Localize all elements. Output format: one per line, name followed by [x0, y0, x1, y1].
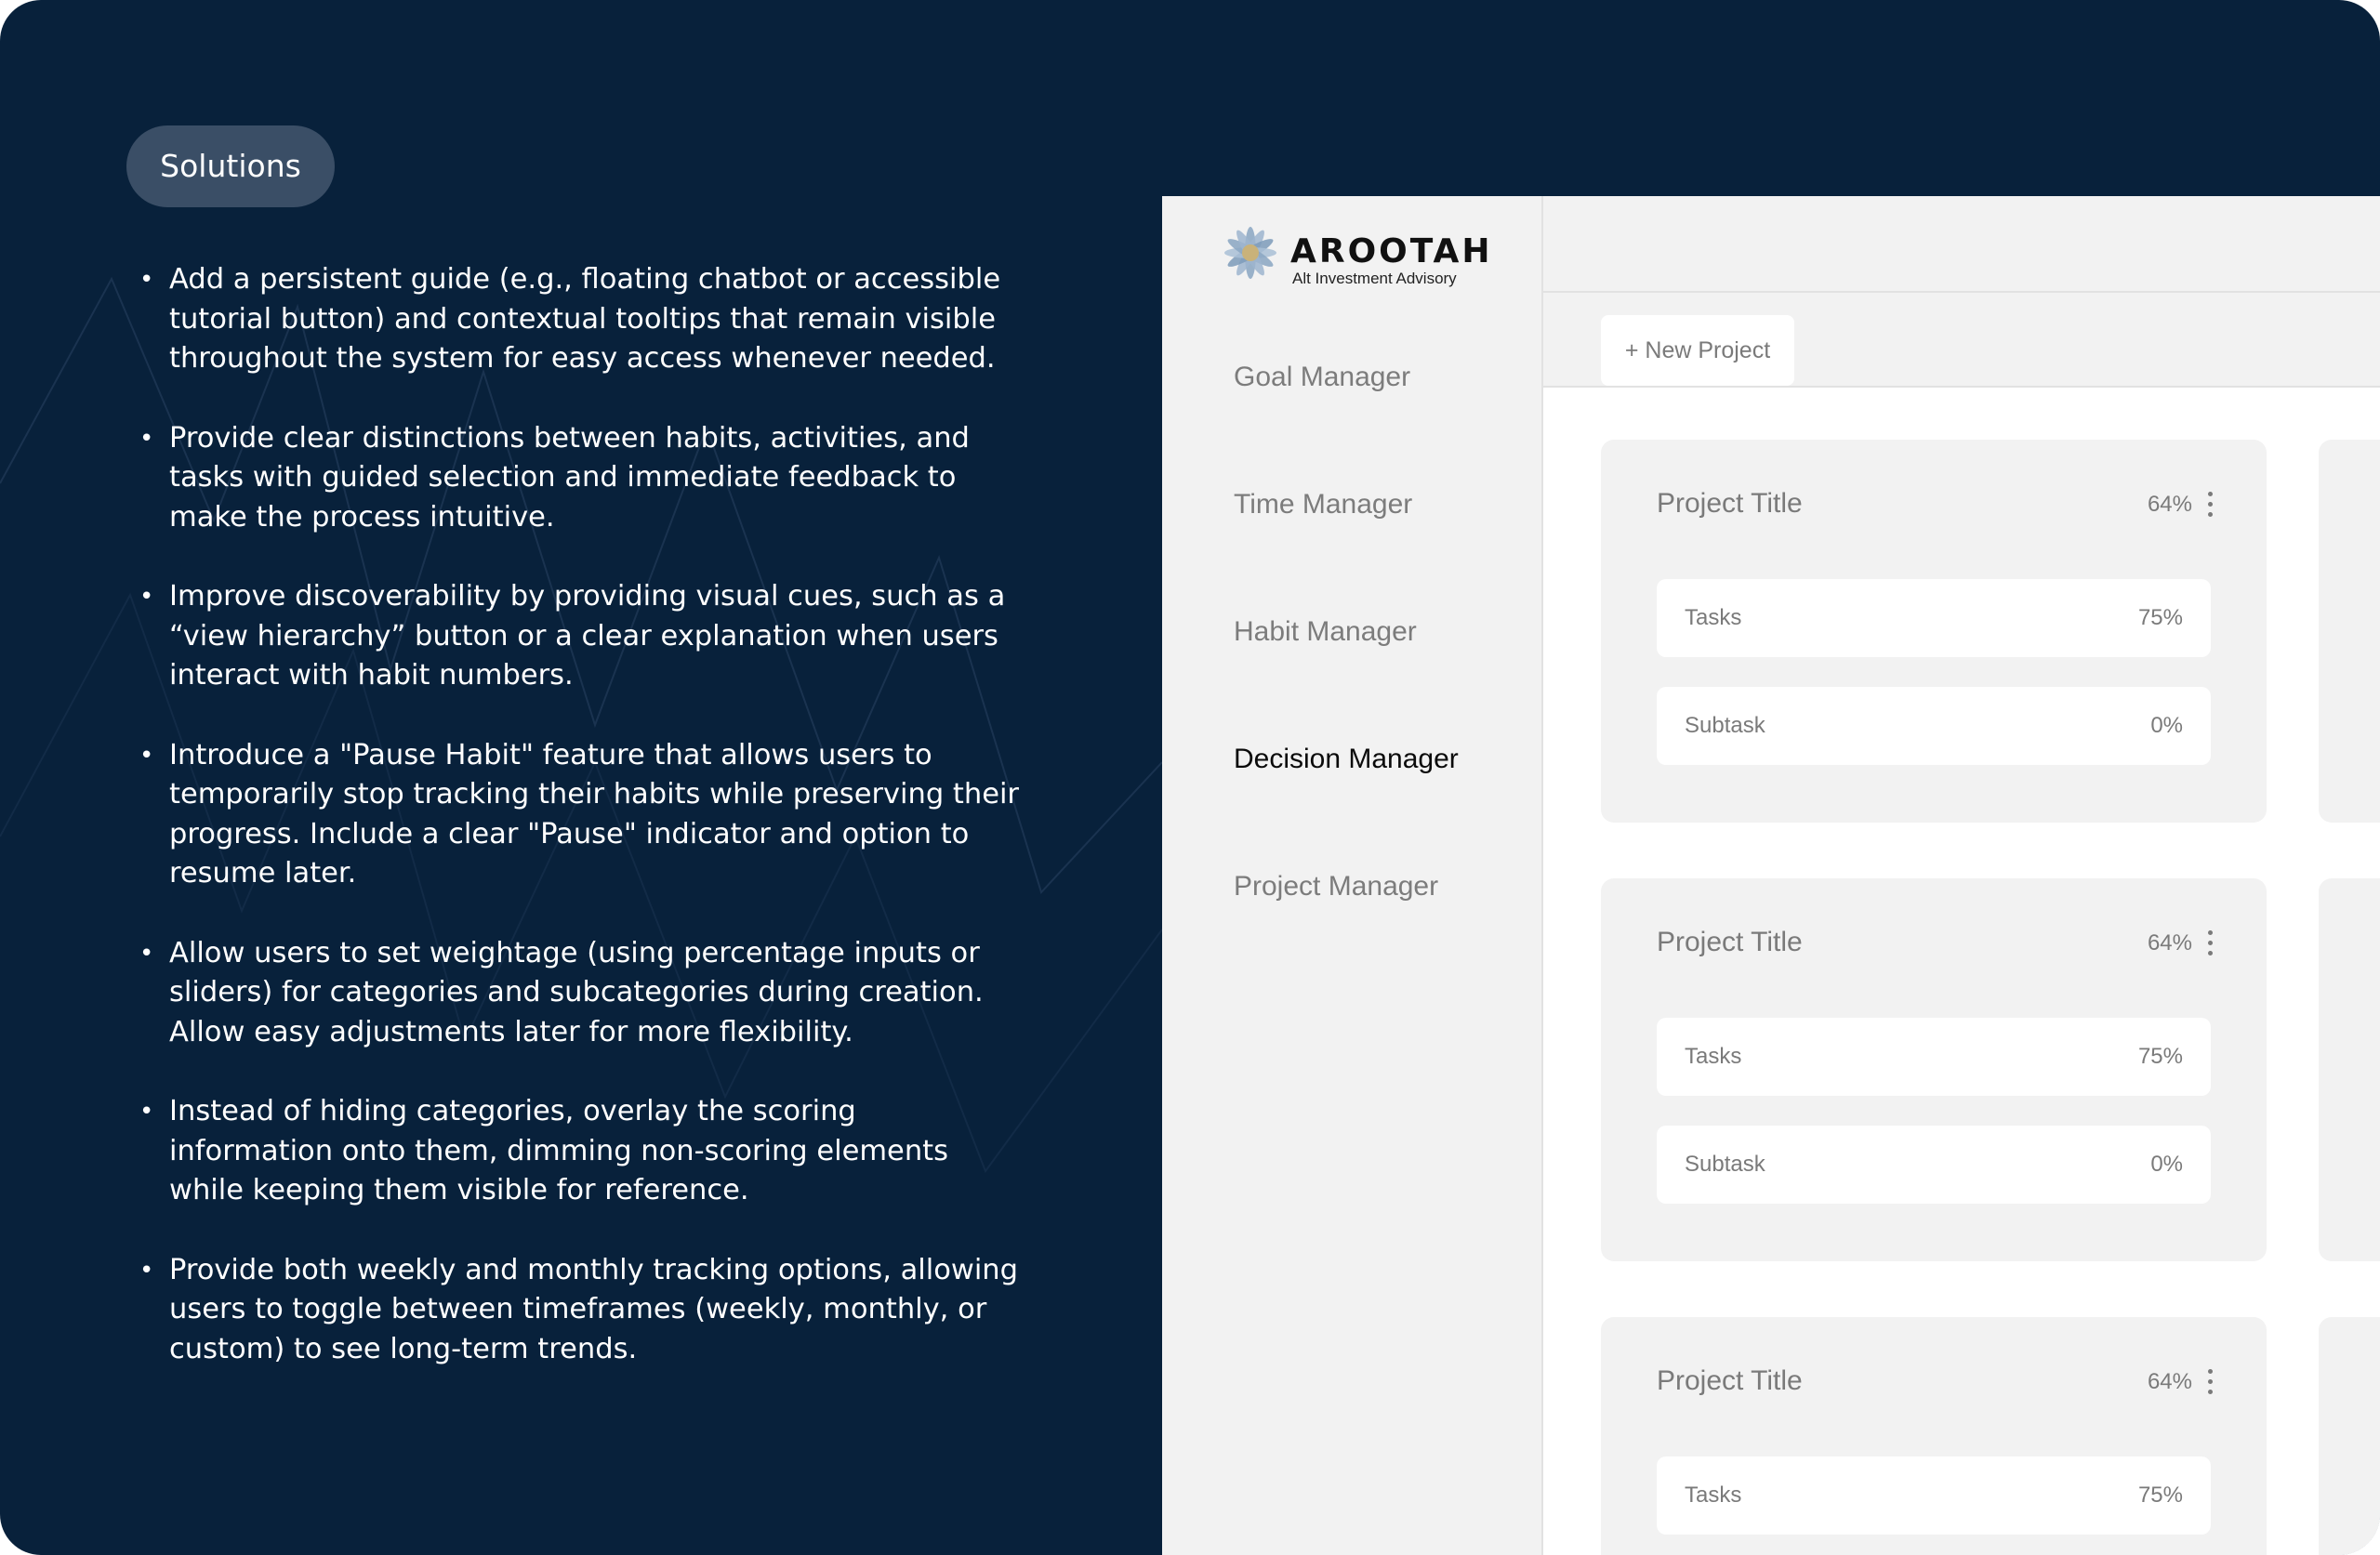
- list-item: • Instead of hiding categories, overlay the scoring information onto them, dimming non-scoring elements while keeping them visible for reference.: [139, 1095, 949, 1206]
- project-title: Project Title: [1657, 927, 1803, 957]
- sidebar-item-goal-manager[interactable]: Goal Manager: [1234, 362, 1411, 392]
- row-percent: 0%: [2150, 713, 2183, 738]
- row-label: Subtask: [1685, 713, 1765, 738]
- row-label: Tasks: [1685, 605, 1742, 630]
- more-options-icon[interactable]: [2205, 492, 2215, 523]
- sidebar: [1162, 196, 1543, 1555]
- project-percent: 64%: [2147, 492, 2192, 517]
- row-percent: 75%: [2137, 605, 2183, 630]
- project-title: Project Title: [1657, 1365, 1803, 1396]
- new-project-button[interactable]: + New Project: [1601, 315, 1794, 386]
- task-row[interactable]: [1657, 579, 2211, 657]
- row-label: Subtask: [1685, 1152, 1765, 1177]
- project-list: [1543, 388, 2380, 1555]
- list-item: • Improve discoverability by providing visual cues, such as a “view hierarchy” button or a clear explanation when users interact with habit numbers.: [139, 580, 1006, 692]
- project-card-partial[interactable]: [2319, 878, 2380, 1261]
- project-card[interactable]: [1601, 878, 2267, 1261]
- project-percent: 64%: [2147, 1369, 2192, 1394]
- row-percent: 75%: [2137, 1044, 2183, 1069]
- toolbar: [1543, 293, 2380, 388]
- sidebar-item-decision-manager[interactable]: Decision Manager: [1234, 744, 1459, 774]
- sidebar-item-project-manager[interactable]: Project Manager: [1234, 871, 1439, 902]
- subtask-row[interactable]: [1657, 1126, 2211, 1204]
- brand-logo[interactable]: [1220, 222, 1499, 287]
- flower-logo-icon: [1220, 222, 1281, 283]
- sidebar-item-habit-manager[interactable]: Habit Manager: [1234, 616, 1417, 647]
- project-card[interactable]: [1601, 440, 2267, 823]
- solutions-list: [132, 260, 1025, 1409]
- list-item: • Introduce a "Pause Habit" feature that allows users to temporarily stop tracking their habits while preserving their progress. Include a clear "Pause" indicator and option to resume later.: [139, 738, 1019, 890]
- more-options-icon[interactable]: [2205, 1369, 2215, 1401]
- more-options-icon[interactable]: [2205, 930, 2215, 962]
- task-row[interactable]: [1657, 1456, 2211, 1535]
- row-label: Tasks: [1685, 1044, 1742, 1069]
- list-item: • Provide both weekly and monthly tracking options, allowing users to toggle between timeframes (weekly, monthly, or custom) to see long-term trends.: [139, 1253, 1018, 1365]
- project-card[interactable]: [1601, 1317, 2267, 1555]
- sidebar-item-time-manager[interactable]: Time Manager: [1234, 489, 1413, 520]
- task-row[interactable]: [1657, 1018, 2211, 1096]
- brand-name: AROOTAH: [1290, 232, 1493, 270]
- row-percent: 75%: [2137, 1483, 2183, 1508]
- list-item: • Provide clear distinctions between habits, activities, and tasks with guided selection and immediate feedback to make the process intuitive.: [139, 421, 970, 534]
- list-item: • Allow users to set weightage (using percentage inputs or sliders) for categories and subcategories during creation. Allow easy adjustments later for more flexibility.: [139, 936, 984, 1048]
- row-label: Tasks: [1685, 1483, 1742, 1508]
- brand-tagline: Alt Investment Advisory: [1292, 270, 1457, 287]
- solutions-badge: Solutions: [126, 125, 335, 207]
- list-item: • Add a persistent guide (e.g., floating chatbot or accessible tutorial button) and contextual tooltips that remain visible throughout the system for easy access whenever needed.: [139, 263, 1001, 375]
- subtask-row[interactable]: [1657, 687, 2211, 765]
- row-percent: 0%: [2150, 1152, 2183, 1177]
- project-card-partial[interactable]: [2319, 1317, 2380, 1555]
- project-card-partial[interactable]: [2319, 440, 2380, 823]
- project-percent: 64%: [2147, 930, 2192, 955]
- project-title: Project Title: [1657, 488, 1803, 519]
- app-mockup: [1162, 196, 2380, 1555]
- top-bar: [1543, 196, 2380, 293]
